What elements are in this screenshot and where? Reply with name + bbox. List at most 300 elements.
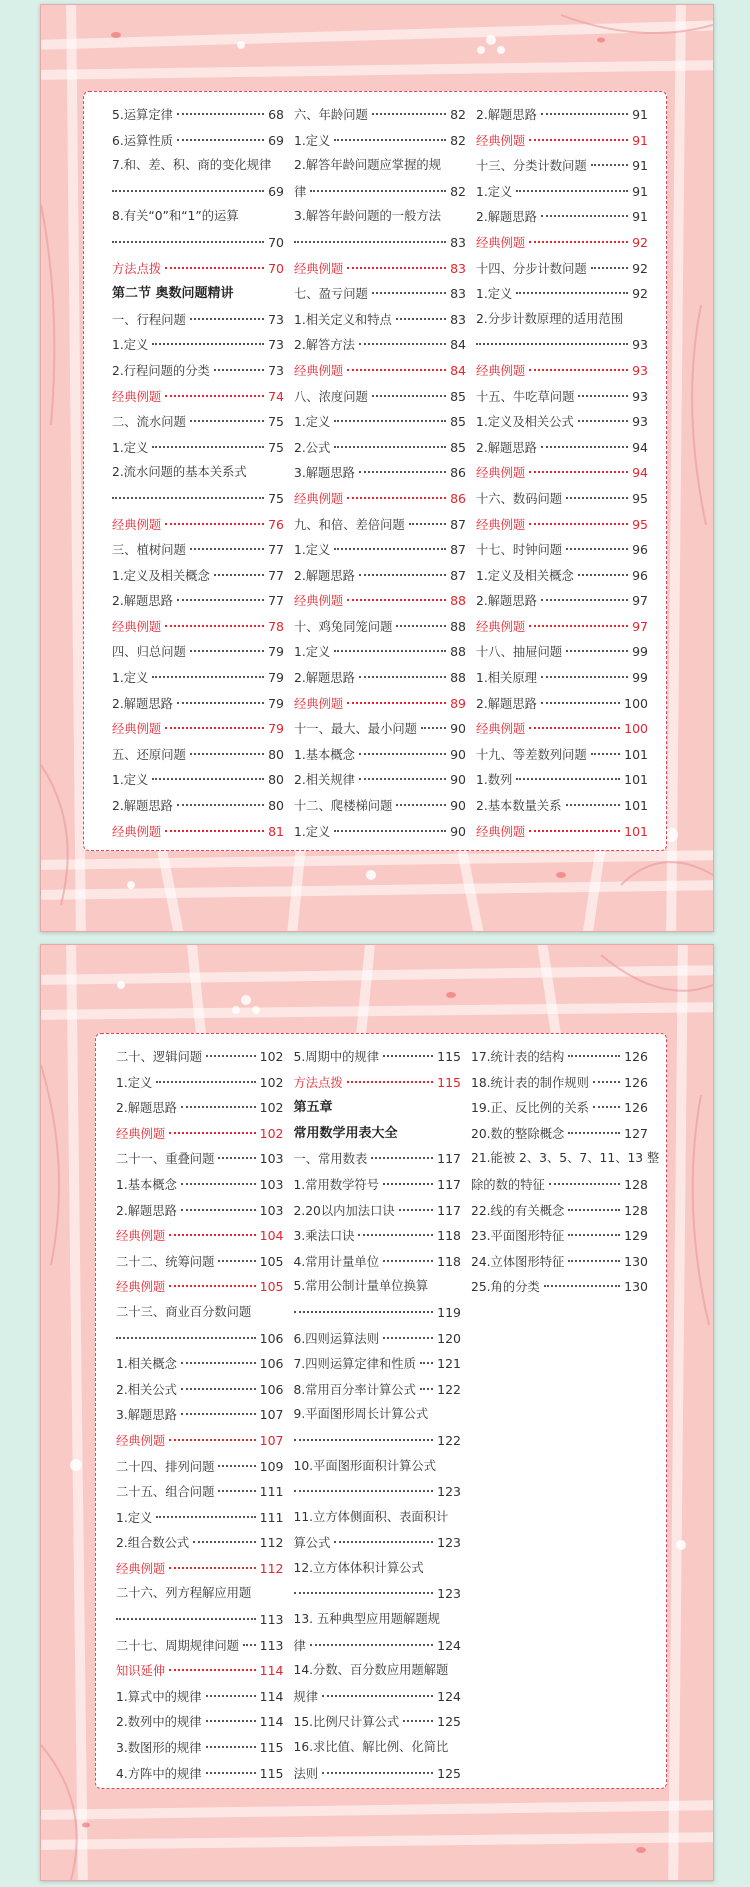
toc-entry[interactable] <box>112 230 294 256</box>
dot-leader <box>206 1695 256 1697</box>
dot-leader <box>347 1081 433 1083</box>
toc-entry[interactable] <box>116 1505 294 1531</box>
toc-entry-title: 18.统计表的制作规则 <box>471 1075 589 1090</box>
toc-entry[interactable] <box>294 665 476 691</box>
toc-entry[interactable] <box>112 153 294 179</box>
toc-entry[interactable] <box>294 179 476 205</box>
toc-entry[interactable] <box>112 384 294 410</box>
toc-entry-title: 23.平面图形特征 <box>471 1229 565 1244</box>
toc-page-number: 101 <box>624 746 648 762</box>
toc-entry[interactable] <box>294 1223 472 1249</box>
toc-page-number: 130 <box>624 1279 648 1295</box>
toc-entry[interactable] <box>476 281 658 307</box>
toc-entry[interactable] <box>476 179 658 205</box>
toc-entry[interactable] <box>294 1658 472 1684</box>
toc-entry-title: 二十二、统筹问题 <box>116 1254 215 1269</box>
toc-entry[interactable] <box>112 486 294 512</box>
dot-leader <box>372 113 446 115</box>
toc-entry[interactable] <box>112 588 294 614</box>
toc-entry[interactable] <box>294 691 476 717</box>
toc-entry[interactable] <box>476 639 658 665</box>
toc-entry-title: 2.解题思路 <box>476 594 537 609</box>
dot-leader <box>541 113 628 115</box>
toc-entry[interactable] <box>476 742 658 768</box>
toc-page-number: 122 <box>437 1432 461 1448</box>
dot-leader <box>347 497 446 499</box>
toc-page-number: 86 <box>450 490 466 506</box>
toc-entry-title: 经典例题 <box>116 1561 166 1576</box>
dot-leader <box>322 1695 433 1697</box>
toc-entry[interactable] <box>476 204 658 230</box>
toc-entry-title: 2.流水问题的基本关系式 <box>112 465 247 480</box>
toc-entry[interactable] <box>294 1709 472 1735</box>
toc-entry-title: 5.常用公制计量单位换算 <box>293 1279 429 1294</box>
toc-entry-title: 十五、牛吃草问题 <box>476 389 575 404</box>
toc-entry[interactable] <box>116 1454 294 1480</box>
toc-entry[interactable] <box>294 1274 472 1300</box>
toc-entry[interactable] <box>476 230 658 256</box>
toc-entry[interactable] <box>112 102 294 128</box>
dot-leader <box>206 1772 256 1774</box>
toc-entry[interactable] <box>112 358 294 384</box>
toc-entry[interactable] <box>294 1581 472 1607</box>
toc-entry[interactable] <box>112 691 294 717</box>
toc-entry[interactable] <box>294 563 476 589</box>
toc-entry-title: 十二、爬楼梯问题 <box>294 799 393 814</box>
toc-entry[interactable] <box>476 691 658 717</box>
dot-leader <box>359 778 446 780</box>
toc-entry[interactable] <box>476 665 658 691</box>
toc-entry-title: 经典例题 <box>476 235 526 250</box>
toc-entry[interactable] <box>471 1172 658 1198</box>
toc-entry[interactable] <box>116 1428 294 1454</box>
toc-entry[interactable] <box>294 1530 472 1556</box>
toc-page-number: 106 <box>259 1356 284 1372</box>
toc-entry[interactable] <box>476 307 658 333</box>
section-heading[interactable] <box>112 281 294 307</box>
toc-page-number: 99 <box>632 644 648 660</box>
toc-entry[interactable] <box>112 767 294 793</box>
toc-entry-title: 6.运算性质 <box>112 133 173 148</box>
toc-entry[interactable] <box>116 1607 294 1633</box>
toc-entry[interactable] <box>476 358 658 384</box>
toc-page-number: 112 <box>259 1535 284 1551</box>
toc-page-number: 115 <box>437 1049 461 1064</box>
toc-entry[interactable] <box>294 767 476 793</box>
toc-entry[interactable] <box>476 512 658 538</box>
dot-leader <box>214 574 264 576</box>
toc-entry[interactable] <box>116 1223 294 1249</box>
toc-entry-title: 8.常用百分率计算公式 <box>293 1382 416 1397</box>
toc-entry[interactable] <box>116 1121 294 1147</box>
toc-entry[interactable] <box>112 512 294 538</box>
toc-entry-title: 经典例题 <box>476 619 526 634</box>
toc-entry[interactable] <box>294 1556 472 1582</box>
toc-entry[interactable] <box>294 819 476 845</box>
dot-leader <box>169 1234 255 1236</box>
toc-entry[interactable] <box>116 1044 294 1070</box>
toc-entry[interactable] <box>112 332 294 358</box>
dot-leader <box>181 1209 256 1211</box>
toc-page-number: 77 <box>268 542 284 558</box>
toc-entry[interactable] <box>471 1095 658 1121</box>
toc-page-number: 95 <box>632 490 648 506</box>
dot-leader <box>156 1516 255 1518</box>
toc-entry-title: 经典例题 <box>116 1280 166 1295</box>
toc-entry[interactable] <box>112 639 294 665</box>
toc-page-number: 89 <box>450 695 466 711</box>
toc-entry[interactable] <box>294 409 476 435</box>
toc-entry[interactable] <box>294 1505 472 1531</box>
toc-entry[interactable] <box>294 384 476 410</box>
toc-entry-title: 15.比例尺计算公式 <box>293 1715 400 1730</box>
toc-entry[interactable] <box>294 332 476 358</box>
toc-page-number: 103 <box>259 1176 284 1192</box>
toc-entry[interactable] <box>476 716 658 742</box>
toc-entry-title: 第五章 <box>293 1100 333 1116</box>
toc-entry[interactable] <box>294 1607 472 1633</box>
toc-entry-title: 经典例题 <box>116 1229 166 1244</box>
toc-entry[interactable] <box>294 307 476 333</box>
toc-entry[interactable] <box>116 1172 294 1198</box>
toc-entry-title: 经典例题 <box>476 517 526 532</box>
toc-entry-title: 1.定义 <box>112 440 149 455</box>
dot-leader <box>112 190 264 192</box>
toc-entry[interactable] <box>294 435 476 461</box>
dot-leader <box>359 343 446 345</box>
toc-entry[interactable] <box>476 102 658 128</box>
toc-page-number: 91 <box>632 158 648 174</box>
toc-entry[interactable] <box>476 332 658 358</box>
toc-page-number: 94 <box>632 439 648 455</box>
toc-entry[interactable] <box>294 1351 472 1377</box>
dot-leader <box>347 599 446 601</box>
toc-entry[interactable] <box>294 537 476 563</box>
toc-entry[interactable] <box>476 588 658 614</box>
toc-entry[interactable] <box>116 1146 294 1172</box>
toc-entry[interactable] <box>116 1709 294 1735</box>
toc-entry-title: 1.定义及相关概念 <box>112 568 210 583</box>
toc-entry[interactable] <box>116 1761 294 1787</box>
toc-entry-title: 经典例题 <box>294 696 344 711</box>
toc-entry[interactable] <box>112 793 294 819</box>
toc-entry[interactable] <box>294 1479 472 1505</box>
toc-entry[interactable] <box>471 1249 658 1275</box>
toc-entry-title: 8.有关“0”和“1”的运算 <box>112 209 239 224</box>
toc-entry[interactable] <box>294 1198 472 1224</box>
toc-page-number: 115 <box>437 1074 461 1090</box>
toc-entry-title: 1.定义 <box>294 645 331 660</box>
toc-page-number: 94 <box>632 465 648 481</box>
toc-entry-title: 2.分步计数原理的适用范围 <box>476 311 623 326</box>
toc-entry-title: 2.解题思路 <box>116 1101 177 1116</box>
toc-page-number: 109 <box>259 1458 284 1474</box>
toc-entry-title: 十、鸡兔同笼问题 <box>294 619 393 634</box>
toc-entry-title: 十九、等差数列问题 <box>476 747 587 762</box>
dot-leader <box>152 676 264 678</box>
dot-leader <box>190 318 264 320</box>
toc-entry-title: 经典例题 <box>112 619 162 634</box>
dot-leader <box>112 497 264 499</box>
toc-page-number: 97 <box>632 593 648 609</box>
toc-page-number: 83 <box>450 311 466 327</box>
toc-entry-title: 法则 <box>293 1766 319 1781</box>
toc-entry[interactable] <box>112 435 294 461</box>
toc-entry[interactable] <box>116 1735 294 1761</box>
dot-leader <box>169 1285 255 1287</box>
section-heading[interactable] <box>294 1095 472 1121</box>
toc-page-number: 102 <box>259 1074 284 1090</box>
dot-leader <box>334 548 446 550</box>
toc-entry[interactable] <box>476 435 658 461</box>
toc-entry[interactable] <box>471 1070 658 1096</box>
toc-entry[interactable] <box>116 1351 294 1377</box>
toc-page-number: 107 <box>259 1407 284 1423</box>
toc-entry[interactable] <box>294 1146 472 1172</box>
toc-page-number: 80 <box>268 798 284 814</box>
toc-entry[interactable] <box>476 153 658 179</box>
toc-entry-title: 常用数学用表大全 <box>293 1125 398 1141</box>
toc-page-number: 124 <box>437 1637 461 1653</box>
toc-entry[interactable] <box>112 716 294 742</box>
toc-entry-title: 算公式 <box>293 1536 331 1551</box>
dot-leader <box>190 548 264 550</box>
toc-entry[interactable] <box>471 1121 658 1147</box>
toc-entry[interactable] <box>471 1223 658 1249</box>
toc-page-number: 126 <box>624 1074 648 1090</box>
toc-page-number: 115 <box>259 1740 284 1756</box>
dot-leader <box>529 830 620 832</box>
toc-entry-title: 6.四则运算法则 <box>293 1331 380 1346</box>
toc-page-number: 126 <box>624 1049 648 1064</box>
dot-leader <box>177 702 264 704</box>
toc-entry-title: 1.定义 <box>294 133 331 148</box>
toc-page-number: 74 <box>268 388 284 404</box>
toc-page-number: 114 <box>259 1688 284 1704</box>
toc-entry[interactable] <box>476 537 658 563</box>
toc-entry[interactable] <box>471 1146 658 1172</box>
toc-entry[interactable] <box>471 1198 658 1224</box>
toc-entry[interactable] <box>112 204 294 230</box>
toc-entry[interactable] <box>294 1044 472 1070</box>
toc-entry[interactable] <box>294 793 476 819</box>
toc-entry[interactable] <box>112 307 294 333</box>
toc-entry[interactable] <box>116 1658 294 1684</box>
toc-entry-title: 25.角的分类 <box>471 1280 540 1295</box>
toc-entry[interactable] <box>116 1402 294 1428</box>
dot-leader <box>516 190 628 192</box>
toc-entry[interactable] <box>294 1326 472 1352</box>
toc-entry[interactable] <box>476 819 658 845</box>
toc-entry[interactable] <box>112 179 294 205</box>
dot-leader <box>529 369 628 371</box>
toc-entry[interactable] <box>294 358 476 384</box>
dot-leader <box>112 241 264 243</box>
toc-page-number: 104 <box>259 1228 284 1244</box>
toc-entry[interactable] <box>116 1198 294 1224</box>
toc-entry[interactable] <box>294 1249 472 1275</box>
toc-page-number: 96 <box>632 567 648 583</box>
dot-leader <box>177 804 264 806</box>
toc-entry-title: 1.数列 <box>476 773 513 788</box>
toc-entry[interactable] <box>294 153 476 179</box>
dot-leader <box>516 292 628 294</box>
toc-entry[interactable] <box>476 460 658 486</box>
toc-entry[interactable] <box>116 1633 294 1659</box>
dot-leader <box>294 1311 434 1313</box>
dot-leader <box>578 395 628 397</box>
toc-entry[interactable] <box>116 1249 294 1275</box>
toc-entry[interactable] <box>116 1070 294 1096</box>
toc-entry[interactable] <box>471 1274 658 1300</box>
toc-page-number: 90 <box>450 798 466 814</box>
toc-entry[interactable] <box>476 793 658 819</box>
toc-columns <box>116 1044 658 1788</box>
toc-entry-title: 14.分数、百分数应用题解题 <box>293 1663 449 1678</box>
toc-entry[interactable] <box>476 384 658 410</box>
toc-entry[interactable] <box>112 742 294 768</box>
toc-entry[interactable] <box>116 1274 294 1300</box>
toc-entry-title: 十六、数码问题 <box>476 491 563 506</box>
toc-entry[interactable] <box>294 1377 472 1403</box>
dot-leader <box>169 1669 255 1671</box>
toc-entry[interactable] <box>294 614 476 640</box>
toc-entry[interactable] <box>116 1556 294 1582</box>
toc-entry[interactable] <box>116 1377 294 1403</box>
toc-entry-title: 2.解题思路 <box>476 440 537 455</box>
toc-page-number: 120 <box>437 1330 461 1346</box>
toc-entry[interactable] <box>476 409 658 435</box>
dot-leader <box>420 1362 433 1364</box>
toc-page-number: 88 <box>450 670 466 686</box>
toc-entry[interactable] <box>294 230 476 256</box>
toc-entry[interactable] <box>294 460 476 486</box>
toc-entry[interactable] <box>116 1684 294 1710</box>
toc-page-number: 111 <box>259 1509 284 1525</box>
toc-entry[interactable] <box>476 563 658 589</box>
toc-entry[interactable] <box>294 256 476 282</box>
toc-entry[interactable] <box>116 1581 294 1607</box>
toc-entry[interactable] <box>294 639 476 665</box>
toc-page-number: 76 <box>268 516 284 532</box>
toc-entry-title: 1.定义 <box>112 773 149 788</box>
toc-entry[interactable] <box>476 256 658 282</box>
toc-entry[interactable] <box>116 1530 294 1556</box>
toc-entry[interactable] <box>476 767 658 793</box>
toc-page-number: 111 <box>259 1484 284 1500</box>
toc-entry[interactable] <box>112 537 294 563</box>
toc-entry-title: 2.解题思路 <box>112 594 173 609</box>
toc-page-number: 88 <box>450 593 466 609</box>
toc-entry[interactable] <box>476 486 658 512</box>
toc-entry-title: 二十、逻辑问题 <box>116 1050 203 1064</box>
toc-entry[interactable] <box>116 1300 294 1326</box>
toc-entry-title: 3.解题思路 <box>294 466 355 481</box>
toc-entry[interactable] <box>294 102 476 128</box>
toc-entry[interactable] <box>294 1761 472 1787</box>
toc-entry[interactable] <box>112 256 294 282</box>
toc-entry[interactable] <box>294 1428 472 1454</box>
dot-leader <box>476 343 628 345</box>
dot-leader <box>568 1132 620 1134</box>
toc-entry[interactable] <box>294 204 476 230</box>
toc-entry-title: 律 <box>294 184 307 199</box>
toc-entry-title: 13. 五种典型应用题解题规 <box>293 1612 440 1627</box>
toc-entry[interactable] <box>294 281 476 307</box>
dot-leader <box>334 420 446 422</box>
toc-entry-title: 2.基本数量关系 <box>476 799 562 814</box>
dot-leader <box>347 369 446 371</box>
toc-page-number: 93 <box>632 388 648 404</box>
toc-entry[interactable] <box>294 1402 472 1428</box>
dot-leader <box>334 139 446 141</box>
dot-leader <box>181 1388 256 1390</box>
toc-entry[interactable] <box>294 486 476 512</box>
dot-leader <box>310 190 446 192</box>
dot-leader <box>214 369 264 371</box>
toc-page-number: 81 <box>268 823 284 839</box>
toc-entry[interactable] <box>476 614 658 640</box>
toc-entry[interactable] <box>294 1070 472 1096</box>
toc-entry[interactable] <box>116 1095 294 1121</box>
toc-entry[interactable] <box>112 665 294 691</box>
toc-entry[interactable] <box>294 1300 472 1326</box>
toc-page-number: 87 <box>450 516 466 532</box>
toc-entry-title: 二十一、重叠问题 <box>116 1152 215 1167</box>
toc-page-number: 112 <box>259 1560 284 1576</box>
dot-leader <box>169 1132 255 1134</box>
toc-page-number: 114 <box>259 1714 284 1730</box>
toc-entry[interactable] <box>112 128 294 154</box>
toc-entry[interactable] <box>112 563 294 589</box>
toc-page-number: 69 <box>268 183 284 199</box>
toc-entry[interactable] <box>294 128 476 154</box>
toc-entry[interactable] <box>476 128 658 154</box>
toc-entry[interactable] <box>294 1454 472 1480</box>
toc-page-number: 90 <box>450 772 466 788</box>
section-heading[interactable] <box>294 1121 472 1147</box>
toc-entry[interactable] <box>294 512 476 538</box>
toc-columns <box>112 102 658 850</box>
toc-entry[interactable] <box>116 1326 294 1352</box>
toc-entry[interactable] <box>112 409 294 435</box>
toc-entry[interactable] <box>112 819 294 845</box>
toc-entry[interactable] <box>294 1172 472 1198</box>
toc-entry[interactable] <box>294 716 476 742</box>
toc-page-number: 79 <box>268 670 284 686</box>
toc-column <box>471 1044 658 1788</box>
toc-entry[interactable] <box>294 1735 472 1761</box>
toc-entry-title: 七、盈亏问题 <box>294 287 368 302</box>
toc-entry-title: 22.线的有关概念 <box>471 1203 565 1218</box>
dot-leader <box>591 164 628 166</box>
toc-entry[interactable] <box>112 460 294 486</box>
toc-page-number: 121 <box>437 1356 461 1372</box>
dot-leader <box>568 1260 620 1262</box>
toc-entry-title: 三、植树问题 <box>112 543 186 558</box>
toc-entry[interactable] <box>294 742 476 768</box>
toc-entry[interactable] <box>116 1479 294 1505</box>
toc-entry[interactable] <box>294 588 476 614</box>
toc-entry[interactable] <box>471 1044 658 1070</box>
toc-entry[interactable] <box>112 614 294 640</box>
toc-entry[interactable] <box>294 1684 472 1710</box>
book-page-bottom <box>40 944 714 1881</box>
toc-page-number: 70 <box>268 260 284 276</box>
book-page-top <box>40 4 714 932</box>
toc-entry[interactable] <box>294 1633 472 1659</box>
toc-page-number: 103 <box>259 1202 284 1218</box>
